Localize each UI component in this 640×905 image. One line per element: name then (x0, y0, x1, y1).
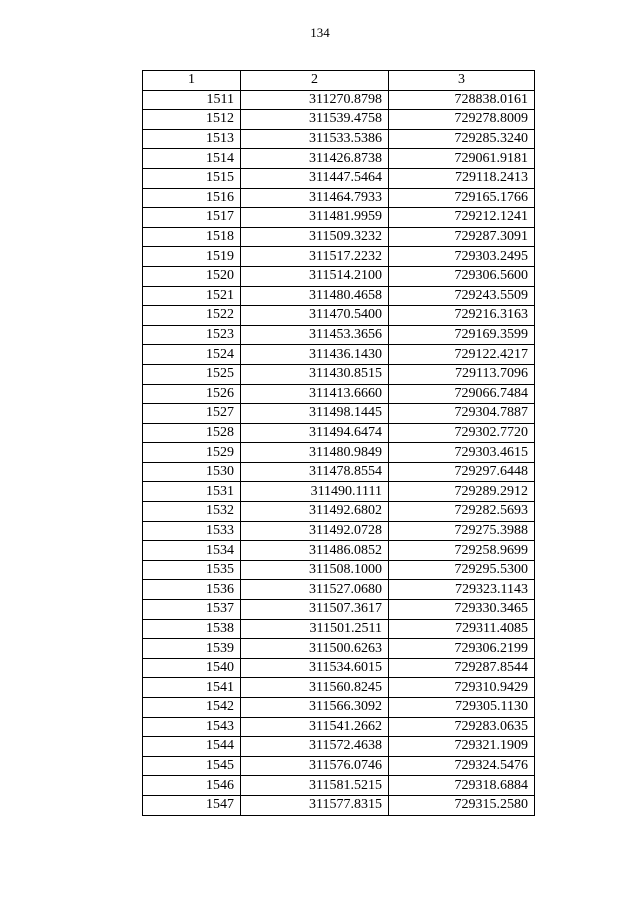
table-row (143, 678, 535, 698)
table-row (143, 404, 535, 424)
table-row (143, 286, 535, 306)
row-number-cell: 1533 (143, 521, 241, 541)
table-row (143, 639, 535, 659)
x-coordinate-cell: 311500.6263 (241, 639, 389, 659)
x-coordinate-cell: 311453.3656 (241, 325, 389, 345)
y-coordinate-cell: 729122.4217 (389, 345, 535, 365)
table-row (143, 423, 535, 443)
table-row (143, 266, 535, 286)
y-coordinate-cell: 729306.5600 (389, 266, 535, 286)
table-row (143, 384, 535, 404)
x-coordinate-cell: 311501.2511 (241, 619, 389, 639)
table-row (143, 580, 535, 600)
table-row (143, 600, 535, 620)
table-row (143, 443, 535, 463)
y-coordinate-cell: 729212.1241 (389, 208, 535, 228)
y-coordinate-cell: 729324.5476 (389, 756, 535, 776)
y-coordinate-cell: 729302.7720 (389, 423, 535, 443)
x-coordinate-cell: 311577.8315 (241, 795, 389, 815)
row-number-cell: 1514 (143, 149, 241, 169)
table-row (143, 306, 535, 326)
x-coordinate-cell: 311480.9849 (241, 443, 389, 463)
y-coordinate-cell: 729295.5300 (389, 560, 535, 580)
table-row (143, 462, 535, 482)
x-coordinate-cell: 311492.6802 (241, 502, 389, 522)
row-number-cell: 1529 (143, 443, 241, 463)
row-number-cell: 1540 (143, 658, 241, 678)
x-coordinate-cell: 311566.3092 (241, 698, 389, 718)
row-number-cell: 1545 (143, 756, 241, 776)
y-coordinate-cell: 729318.6884 (389, 776, 535, 796)
x-coordinate-cell: 311507.3617 (241, 600, 389, 620)
y-coordinate-cell: 729118.2413 (389, 168, 535, 188)
table-row (143, 325, 535, 345)
x-coordinate-cell: 311480.4658 (241, 286, 389, 306)
y-coordinate-cell: 729311.4085 (389, 619, 535, 639)
table-row (143, 541, 535, 561)
table-row (143, 90, 535, 110)
y-coordinate-cell: 729330.3465 (389, 600, 535, 620)
y-coordinate-cell: 729282.5693 (389, 502, 535, 522)
table-row (143, 698, 535, 718)
row-number-cell: 1534 (143, 541, 241, 561)
x-coordinate-cell: 311572.4638 (241, 737, 389, 757)
x-coordinate-cell: 311508.1000 (241, 560, 389, 580)
table-row (143, 795, 535, 815)
table-row (143, 482, 535, 502)
x-coordinate-cell: 311539.4758 (241, 110, 389, 130)
x-coordinate-cell: 311486.0852 (241, 541, 389, 561)
table-row (143, 168, 535, 188)
x-coordinate-cell: 311514.2100 (241, 266, 389, 286)
row-number-cell: 1538 (143, 619, 241, 639)
table-row (143, 737, 535, 757)
column-header-1: 1 (143, 71, 241, 91)
row-number-cell: 1546 (143, 776, 241, 796)
y-coordinate-cell: 729303.2495 (389, 247, 535, 267)
x-coordinate-cell: 311464.7933 (241, 188, 389, 208)
y-coordinate-cell: 729275.3988 (389, 521, 535, 541)
table-row (143, 188, 535, 208)
row-number-cell: 1526 (143, 384, 241, 404)
y-coordinate-cell: 729321.1909 (389, 737, 535, 757)
y-coordinate-cell: 729306.2199 (389, 639, 535, 659)
x-coordinate-cell: 311498.1445 (241, 404, 389, 424)
row-number-cell: 1522 (143, 306, 241, 326)
y-coordinate-cell: 729113.7096 (389, 364, 535, 384)
row-number-cell: 1521 (143, 286, 241, 306)
table-row (143, 521, 535, 541)
row-number-cell: 1536 (143, 580, 241, 600)
x-coordinate-cell: 311576.0746 (241, 756, 389, 776)
table-row (143, 129, 535, 149)
row-number-cell: 1541 (143, 678, 241, 698)
x-coordinate-cell: 311560.8245 (241, 678, 389, 698)
x-coordinate-cell: 311517.2232 (241, 247, 389, 267)
x-coordinate-cell: 311533.5386 (241, 129, 389, 149)
table-row (143, 502, 535, 522)
x-coordinate-cell: 311470.5400 (241, 306, 389, 326)
y-coordinate-cell: 729258.9699 (389, 541, 535, 561)
x-coordinate-cell: 311478.8554 (241, 462, 389, 482)
row-number-cell: 1537 (143, 600, 241, 620)
y-coordinate-cell: 729285.3240 (389, 129, 535, 149)
table-row (143, 717, 535, 737)
y-coordinate-cell: 729287.8544 (389, 658, 535, 678)
table-row (143, 247, 535, 267)
table-row (143, 560, 535, 580)
y-coordinate-cell: 729278.8009 (389, 110, 535, 130)
row-number-cell: 1535 (143, 560, 241, 580)
row-number-cell: 1531 (143, 482, 241, 502)
y-coordinate-cell: 729243.5509 (389, 286, 535, 306)
y-coordinate-cell: 729303.4615 (389, 443, 535, 463)
y-coordinate-cell: 729216.3163 (389, 306, 535, 326)
y-coordinate-cell: 729169.3599 (389, 325, 535, 345)
table-row (143, 227, 535, 247)
y-coordinate-cell: 729315.2580 (389, 795, 535, 815)
y-coordinate-cell: 729066.7484 (389, 384, 535, 404)
table-row (143, 619, 535, 639)
y-coordinate-cell: 729283.0635 (389, 717, 535, 737)
y-coordinate-cell: 729289.2912 (389, 482, 535, 502)
table-body (143, 90, 535, 815)
x-coordinate-cell: 311481.9959 (241, 208, 389, 228)
row-number-cell: 1512 (143, 110, 241, 130)
row-number-cell: 1515 (143, 168, 241, 188)
x-coordinate-cell: 311490.1111 (241, 482, 389, 502)
x-coordinate-cell: 311494.6474 (241, 423, 389, 443)
row-number-cell: 1520 (143, 266, 241, 286)
row-number-cell: 1528 (143, 423, 241, 443)
table-row (143, 345, 535, 365)
table-row (143, 756, 535, 776)
x-coordinate-cell: 311426.8738 (241, 149, 389, 169)
y-coordinate-cell: 729061.9181 (389, 149, 535, 169)
x-coordinate-cell: 311436.1430 (241, 345, 389, 365)
y-coordinate-cell: 729287.3091 (389, 227, 535, 247)
row-number-cell: 1523 (143, 325, 241, 345)
y-coordinate-cell: 729165.1766 (389, 188, 535, 208)
table-header (143, 71, 535, 91)
x-coordinate-cell: 311430.8515 (241, 364, 389, 384)
row-number-cell: 1524 (143, 345, 241, 365)
table-row (143, 658, 535, 678)
x-coordinate-cell: 311527.0680 (241, 580, 389, 600)
row-number-cell: 1517 (143, 208, 241, 228)
row-number-cell: 1539 (143, 639, 241, 659)
y-coordinate-cell: 729297.6448 (389, 462, 535, 482)
table-row (143, 776, 535, 796)
row-number-cell: 1511 (143, 90, 241, 110)
row-number-cell: 1516 (143, 188, 241, 208)
row-number-cell: 1513 (143, 129, 241, 149)
y-coordinate-cell: 729310.9429 (389, 678, 535, 698)
y-coordinate-cell: 729323.1143 (389, 580, 535, 600)
row-number-cell: 1547 (143, 795, 241, 815)
x-coordinate-cell: 311509.3232 (241, 227, 389, 247)
row-number-cell: 1542 (143, 698, 241, 718)
row-number-cell: 1519 (143, 247, 241, 267)
row-number-cell: 1525 (143, 364, 241, 384)
x-coordinate-cell: 311447.5464 (241, 168, 389, 188)
page-number: 134 (310, 25, 330, 40)
table-row (143, 110, 535, 130)
column-header-2: 2 (241, 71, 389, 91)
row-number-cell: 1518 (143, 227, 241, 247)
table-row (143, 149, 535, 169)
x-coordinate-cell: 311541.2662 (241, 717, 389, 737)
y-coordinate-cell: 729305.1130 (389, 698, 535, 718)
row-number-cell: 1530 (143, 462, 241, 482)
row-number-cell: 1544 (143, 737, 241, 757)
coordinates-table (142, 70, 535, 816)
row-number-cell: 1532 (143, 502, 241, 522)
row-number-cell: 1543 (143, 717, 241, 737)
column-header-3: 3 (389, 71, 535, 91)
x-coordinate-cell: 311270.8798 (241, 90, 389, 110)
header-row (143, 71, 535, 91)
y-coordinate-cell: 729304.7887 (389, 404, 535, 424)
x-coordinate-cell: 311534.6015 (241, 658, 389, 678)
table-row (143, 364, 535, 384)
table-row (143, 208, 535, 228)
row-number-cell: 1527 (143, 404, 241, 424)
y-coordinate-cell: 728838.0161 (389, 90, 535, 110)
x-coordinate-cell: 311492.0728 (241, 521, 389, 541)
x-coordinate-cell: 311581.5215 (241, 776, 389, 796)
x-coordinate-cell: 311413.6660 (241, 384, 389, 404)
